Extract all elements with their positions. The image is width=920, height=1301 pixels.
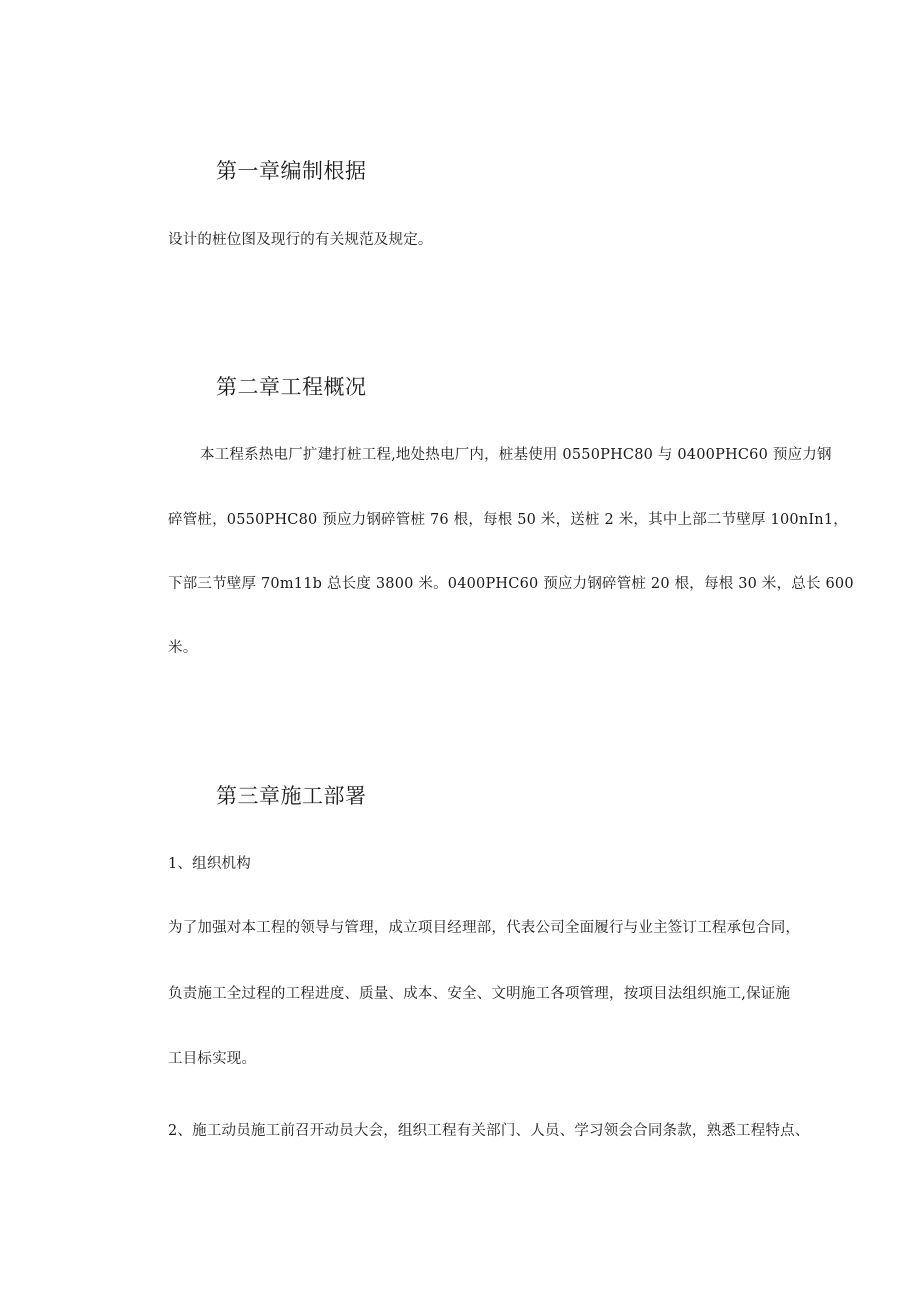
chapter-3-line-5: 2、施工动员施工前召开动员大会，组织工程有关部门、人员、学习领会合同条款，熟悉工程特点、 bbox=[168, 1123, 810, 1139]
chapter-2-line-4: 米。 bbox=[168, 640, 198, 656]
chapter-1-title: 第一章编制根据 bbox=[216, 159, 367, 183]
chapter-3-line-1: 1、组织机构 bbox=[168, 856, 251, 872]
chapter-2-line-2: 碎管桩，0550PHC80 预应力钢碎管桩 76 根，每根 50 米，送桩 2 米，其中上部二节壁厚 100nIn1， bbox=[168, 512, 848, 528]
chapter-2-line-3: 下部三节壁厚 70m11b 总长度 3800 米。0400PHC60 预应力钢碎管桩 20 根，每根 30 米，总长 600 bbox=[168, 576, 854, 592]
chapter-1-line-1: 设计的桩位图及现行的有关规范及规定。 bbox=[168, 232, 433, 248]
chapter-3-line-3: 负责施工全过程的工程进度、质量、成本、安全、文明施工各项管理，按项目法组织施工,保证施 bbox=[168, 986, 791, 1002]
chapter-3-title: 第三章施工部署 bbox=[216, 784, 367, 808]
chapter-2-line-1: 本工程系热电厂扩建打桩工程,地处热电厂内，桩基使用 0550PHC80 与 0400PHC60 预应力钢 bbox=[200, 447, 832, 463]
chapter-3-line-4: 工目标实现。 bbox=[168, 1051, 257, 1067]
chapter-2-title: 第二章工程概况 bbox=[216, 375, 367, 399]
chapter-3-line-2: 为了加强对本工程的领导与管理，成立项目经理部，代表公司全面履行与业主签订工程承包合同， bbox=[168, 920, 801, 936]
